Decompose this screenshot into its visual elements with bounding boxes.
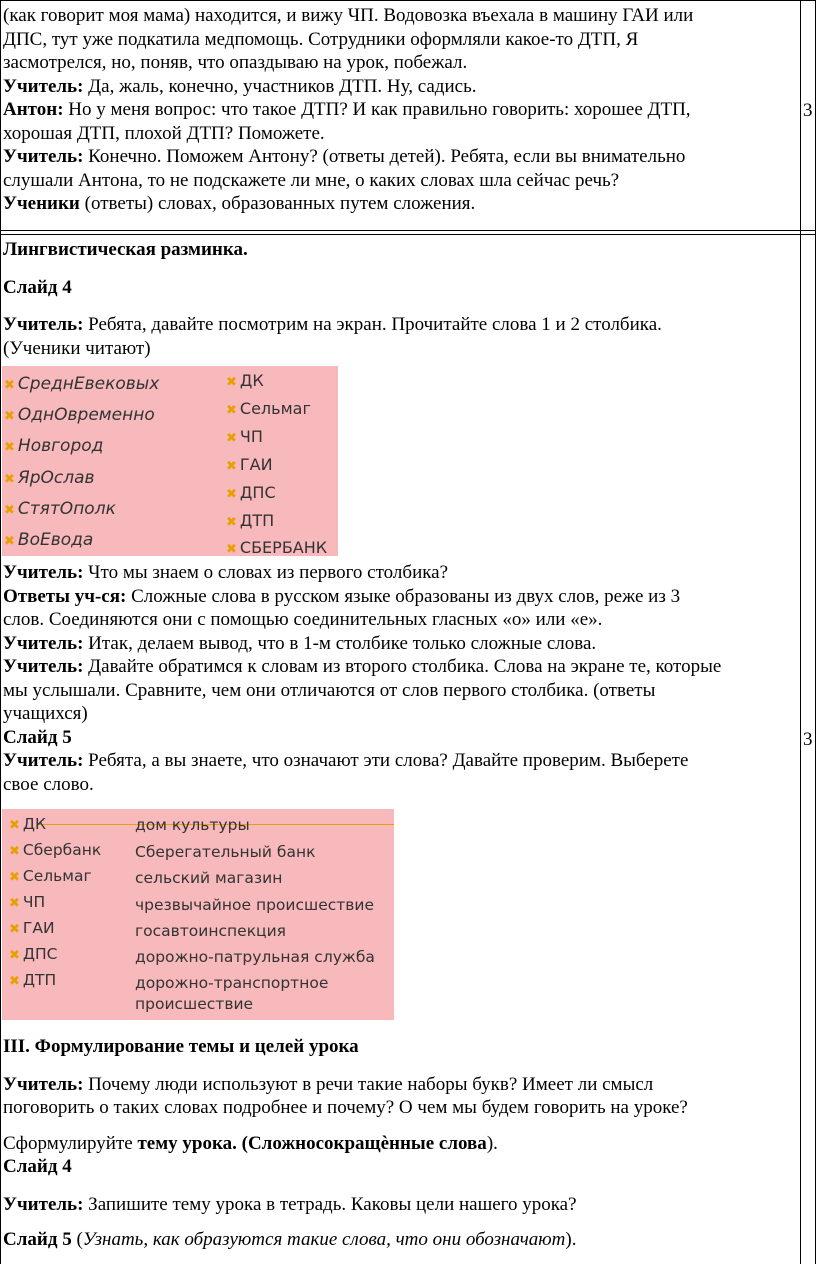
abbrev-row: ✖ ДК xyxy=(9,815,47,833)
dialog-line xyxy=(3,75,798,99)
cell-1-text xyxy=(3,4,798,216)
abbrev-meaning: госавтоинспекция xyxy=(135,922,287,940)
abbrev-row: ✖ Сельмаг xyxy=(9,867,92,885)
speaker: Учитель: xyxy=(3,656,84,677)
speech: Сложные слова в русском языке образованы из двух слов, реже из 3 xyxy=(131,585,681,607)
word-item: ✖ ОднОвременно xyxy=(4,405,155,425)
abbrev-meaning: дом культуры xyxy=(135,816,250,834)
bullet-icon: ✖ xyxy=(9,974,20,989)
speech: Итак, делаем вывод, что в 1-м столбике только сложные слова. xyxy=(88,632,597,654)
speech: (ответы) словах, образованных путем сложения. xyxy=(84,193,476,214)
speaker: Учитель: xyxy=(3,562,84,583)
dialog-line xyxy=(3,1073,800,1097)
bullet-icon: ✖ xyxy=(9,844,20,859)
bullet-icon: ✖ xyxy=(4,534,15,549)
word-item: ✖ Новгород xyxy=(4,436,104,456)
abbrev-meaning: дорожно-транспортное xyxy=(135,974,329,992)
word-item: ✖ СреднЕвековых xyxy=(4,374,160,394)
text-line: слов. Соединяются они с помощью соединительных гласных «о» или «е». xyxy=(3,609,603,630)
text-line: засмотрелся, но, поняв, что опаздываю на урок, побежал. xyxy=(3,52,468,73)
table-top-border xyxy=(0,0,816,1)
word-item: ✖ ДК xyxy=(226,371,264,390)
abbrev-meaning: чрезвычайное происшествие xyxy=(135,896,375,914)
text-line: ДПС, тут уже подкатила медпомощь. Сотрудники оформляли какое-то ДТП, Я xyxy=(3,28,639,50)
speech: Конечно. Поможем Антону? (ответы детей). Ребята, если вы внимательно xyxy=(88,146,686,167)
bullet-icon: ✖ xyxy=(4,409,15,424)
bullet-icon: ✖ xyxy=(9,870,20,885)
bullet-icon: ✖ xyxy=(4,440,15,455)
cell-2-text-top xyxy=(3,238,800,360)
speaker: Ответы уч-ся: xyxy=(3,585,127,607)
dialog-line xyxy=(3,632,800,656)
slide-label: Слайд 5 xyxy=(3,726,72,748)
speaker: Учитель: xyxy=(3,632,84,654)
bullet-icon: ✖ xyxy=(4,472,15,487)
text-line: поговорить о таких словах подробнее и почему? О чем мы будем говорить на уроке? xyxy=(3,1097,688,1118)
word-item: ✖ ВоЕвода xyxy=(4,530,94,550)
speech: Ребята, давайте посмотрим на экран. Прочитайте слова 1 и 2 столбика. xyxy=(88,314,662,335)
abbrev-meaning-continued: происшествие xyxy=(135,995,254,1013)
speech: Но у меня вопрос: что такое ДТП? И как правильно говорить: хорошее ДТП, xyxy=(68,99,691,120)
speech: Давайте обратимся к словам из второго столбика. Слова на экране те, которые xyxy=(88,656,722,677)
speaker: Учитель: xyxy=(3,1193,84,1215)
bullet-icon: ✖ xyxy=(4,503,15,518)
cell-2-text-middle xyxy=(3,561,800,796)
word-item: ✖ ЧП xyxy=(226,427,263,446)
word-item: ✖ СтятОполк xyxy=(4,499,116,519)
dialog-line xyxy=(3,145,798,169)
side-number: 3 xyxy=(803,729,813,750)
dialog-line xyxy=(3,98,798,122)
bullet-icon: ✖ xyxy=(226,431,237,446)
text-line: слушали Антона, то не подскажете ли мне, о каких словах шла сейчас речь? xyxy=(3,169,620,191)
bullet-icon: ✖ xyxy=(9,896,20,911)
side-number: 3 xyxy=(803,100,813,121)
bullet-icon: ✖ xyxy=(226,375,237,390)
text-line: учащихся) xyxy=(3,703,88,724)
speaker: Учитель: xyxy=(3,1073,84,1095)
speech: Что мы знаем о словах из первого столбика? xyxy=(88,562,449,583)
text-line: (как говорит моя мама) находится, и вижу ЧП. Водовозка въехала в машину ГАИ или xyxy=(3,5,694,26)
speaker: Учитель: xyxy=(3,75,84,97)
speech: Запишите тему урока в тетрадь. Каковы цели нашего урока? xyxy=(88,1193,577,1215)
speech: Ребята, а вы знаете, что означают эти слова? Давайте проверим. Выберете xyxy=(88,750,689,771)
bullet-icon: ✖ xyxy=(9,818,20,833)
dialog-line xyxy=(3,655,800,679)
slide-5-image xyxy=(2,809,394,1020)
bullet-icon: ✖ xyxy=(226,515,237,530)
dialog-line xyxy=(3,313,800,337)
bullet-icon: ✖ xyxy=(9,922,20,937)
cell-2-text-bottom xyxy=(3,1035,800,1252)
bullet-icon: ✖ xyxy=(226,487,237,502)
word-item: ✖ ЯрОслав xyxy=(4,468,95,488)
speaker: Антон: xyxy=(3,99,64,120)
section-title: III. Формулирование темы и целей урока xyxy=(3,1036,359,1057)
speaker: Ученики xyxy=(3,193,80,214)
word-item: ✖ СБЕРБАНК xyxy=(226,538,328,557)
table-left-border xyxy=(0,0,1,1264)
table-row-divider xyxy=(0,230,816,231)
dialog-line xyxy=(3,1193,800,1217)
abbrev-meaning: сельский магазин xyxy=(135,869,283,887)
text-line: мы услышали. Сравните, чем они отличаются от слов первого столбика. (ответы xyxy=(3,679,656,701)
speaker: Учитель: xyxy=(3,146,84,167)
abbrev-row: ✖ ДТП xyxy=(9,971,57,989)
text-line: хорошая ДТП, плохой ДТП? Поможете. xyxy=(3,122,325,144)
table-row-divider-2 xyxy=(0,234,816,235)
slide-goal-line: Слайд 5 (Узнать, как образуются такие слова, что они обозначают). xyxy=(3,1229,577,1250)
abbrev-meaning: дорожно-патрульная служба xyxy=(135,948,375,966)
slide-label: Слайд 4 xyxy=(3,276,72,298)
word-item: ✖ Сельмаг xyxy=(226,399,311,418)
speech: Да, жаль, конечно, участников ДТП. Ну, садись. xyxy=(88,75,477,97)
text-line: свое слово. xyxy=(3,773,94,795)
bullet-icon: ✖ xyxy=(226,459,237,474)
abbrev-row: ✖ ГАИ xyxy=(9,919,55,937)
dialog-line xyxy=(3,749,800,773)
abbrev-row: ✖ Сбербанк xyxy=(9,841,102,859)
dialog-line xyxy=(3,561,800,585)
word-item: ✖ ДТП xyxy=(226,511,275,530)
word-item: ✖ ДПС xyxy=(226,483,276,502)
abbrev-row: ✖ ДПС xyxy=(9,945,58,963)
formulate-line: Сформулируйте тему урока. (Сложносокращѐнные слова). xyxy=(3,1132,498,1154)
abbrev-meaning: Сберегательный банк xyxy=(135,843,316,861)
slide-label: Слайд 4 xyxy=(3,1156,72,1177)
bullet-icon: ✖ xyxy=(226,542,237,557)
bullet-icon: ✖ xyxy=(9,948,20,963)
dialog-line xyxy=(3,192,798,216)
bullet-icon: ✖ xyxy=(4,378,15,393)
abbrev-row: ✖ ЧП xyxy=(9,893,46,911)
bullet-icon: ✖ xyxy=(226,403,237,418)
table-column-divider xyxy=(800,0,801,1264)
speaker: Учитель: xyxy=(3,750,84,771)
section-heading: Лингвистическая разминка. xyxy=(3,239,248,260)
text-line: (Ученики читают) xyxy=(3,337,151,359)
speech: Почему люди используют в речи такие наборы букв? Имеет ли смысл xyxy=(88,1073,654,1095)
speaker: Учитель: xyxy=(3,314,84,335)
dialog-line xyxy=(3,585,800,609)
slide-4-image xyxy=(2,366,338,556)
word-item: ✖ ГАИ xyxy=(226,455,273,474)
